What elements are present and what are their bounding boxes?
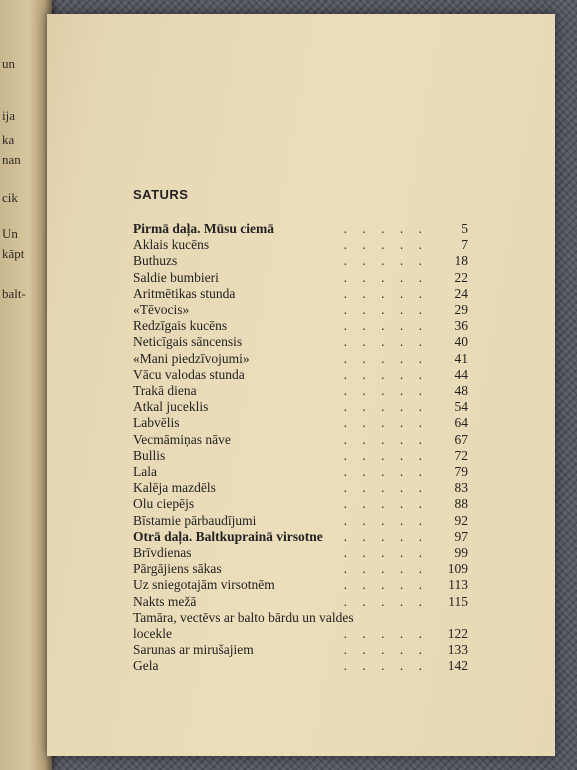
toc-entry bbox=[133, 285, 468, 302]
toc-entry bbox=[133, 641, 468, 658]
toc-entry bbox=[133, 593, 468, 610]
toc-entry-title: Bullis bbox=[133, 447, 166, 463]
toc-entry bbox=[133, 576, 468, 593]
toc-page-number: 24 bbox=[454, 285, 468, 301]
toc-entry-title: Pārgājiens sākas bbox=[133, 561, 222, 577]
left-page-fragment: ka bbox=[2, 132, 15, 147]
toc-leader-dots: . . . . . bbox=[343, 285, 428, 301]
toc-leader-dots: . . . . . bbox=[343, 642, 428, 658]
toc-leader-dots: . . . . . bbox=[343, 269, 428, 285]
left-page-fragment: ija bbox=[2, 108, 15, 123]
toc-leader-dots: . . . . . bbox=[343, 480, 428, 496]
toc-entry-title: Kalēja mazdēls bbox=[133, 480, 216, 496]
toc-page-number: 97 bbox=[454, 528, 468, 544]
toc-page-number: 92 bbox=[454, 512, 468, 528]
toc-entry bbox=[133, 317, 468, 334]
toc-entry bbox=[133, 350, 468, 367]
toc-entry-title: Redzīgais kucēns bbox=[133, 318, 228, 334]
toc-entry bbox=[133, 301, 468, 318]
toc-entry bbox=[133, 366, 468, 383]
toc-entry-title: Aklais kucēns bbox=[133, 237, 210, 253]
toc-leader-dots: . . . . . bbox=[343, 253, 428, 269]
toc-page-number: 79 bbox=[454, 464, 468, 479]
toc-page-number: 7 bbox=[461, 237, 468, 253]
toc-page-number: 113 bbox=[448, 577, 468, 593]
toc-heading: SATURS bbox=[133, 187, 189, 202]
toc-leader-dots: . . . . . bbox=[343, 366, 428, 382]
toc-entry bbox=[133, 431, 468, 448]
toc-page-number: 133 bbox=[447, 642, 468, 658]
left-page-fragment: kāpt bbox=[2, 246, 25, 261]
toc-page-number: 41 bbox=[454, 350, 468, 366]
toc-part-heading bbox=[133, 528, 468, 545]
toc-page-number: 22 bbox=[454, 269, 468, 285]
toc-entry-title: locekle bbox=[133, 626, 172, 641]
toc-entry-title: Buthuzs bbox=[133, 253, 178, 269]
toc-entry-title: «Mani piedzīvojumi» bbox=[133, 350, 250, 366]
toc-leader-dots: . . . . . bbox=[343, 561, 428, 577]
toc-page-number: 115 bbox=[448, 593, 468, 609]
toc-leader-dots: . . . . . bbox=[343, 577, 428, 593]
toc-entry bbox=[133, 269, 468, 286]
toc-entry bbox=[133, 544, 468, 561]
toc-leader-dots: . . . . . bbox=[343, 302, 428, 317]
toc-entry bbox=[133, 236, 468, 253]
toc-leader-dots: . . . . . bbox=[343, 350, 428, 366]
left-page-fragment: un bbox=[2, 56, 15, 71]
toc-page-number: 67 bbox=[454, 431, 468, 447]
toc-entry-title: Brīvdienas bbox=[133, 545, 192, 560]
toc-leader-dots: . . . . . bbox=[343, 464, 428, 479]
toc-entry bbox=[133, 625, 468, 642]
toc-leader-dots: . . . . . bbox=[343, 431, 428, 447]
toc-entry-title: Atkal juceklis bbox=[133, 399, 209, 415]
toc-leader-dots: . . . . . bbox=[343, 545, 428, 560]
toc-entry-title: Olu ciepējs bbox=[133, 496, 195, 512]
toc-entry-title: Vecmāmiņas nāve bbox=[133, 431, 231, 447]
toc-leader-dots: . . . . . bbox=[343, 237, 428, 253]
toc-leader-dots: . . . . . bbox=[343, 447, 428, 463]
left-page-fragment: balt- bbox=[2, 286, 26, 301]
toc-leader-dots: . . . . . bbox=[343, 626, 428, 641]
toc-page-number: 122 bbox=[447, 626, 468, 641]
toc-entry bbox=[133, 333, 468, 350]
toc-entry-title: Nakts mežā bbox=[133, 593, 197, 609]
toc-part-heading bbox=[133, 220, 468, 237]
toc-page-number: 64 bbox=[454, 415, 468, 431]
toc-page-number: 109 bbox=[447, 561, 468, 577]
toc-entry bbox=[133, 479, 468, 496]
toc-page-number: 36 bbox=[454, 318, 468, 334]
toc-page-number: 48 bbox=[454, 383, 468, 398]
toc-entry-title: Vācu valodas stunda bbox=[133, 366, 245, 382]
toc-entry bbox=[133, 560, 468, 577]
left-page-edge bbox=[0, 0, 52, 770]
toc-leader-dots: . . . . . bbox=[343, 512, 428, 528]
toc-page-number: 99 bbox=[454, 545, 468, 560]
toc-leader-dots: . . . . . bbox=[343, 658, 428, 674]
toc-entry-title: Bīstamie pārbaudījumi bbox=[133, 512, 257, 528]
toc-entry bbox=[133, 495, 468, 512]
book-page bbox=[47, 14, 555, 756]
toc-entry bbox=[133, 447, 468, 464]
toc-entry bbox=[133, 657, 468, 674]
toc-entry-title: Pirmā daļa. Mūsu ciemā bbox=[133, 221, 274, 236]
toc-entry-title: Sarunas ar mirušajiem bbox=[133, 642, 254, 658]
toc-entry bbox=[133, 512, 468, 529]
toc-entry bbox=[133, 252, 468, 269]
toc-entry bbox=[133, 414, 468, 431]
toc-leader-dots: . . . . . bbox=[343, 221, 428, 236]
toc-leader-dots: . . . . . bbox=[343, 399, 428, 415]
toc-page-number: 88 bbox=[454, 496, 468, 512]
toc-page-number: 54 bbox=[454, 399, 468, 415]
toc-leader-dots: . . . . . bbox=[343, 496, 428, 512]
toc-page-number: 72 bbox=[454, 447, 468, 463]
toc-page-number: 18 bbox=[454, 253, 468, 269]
toc-leader-dots: . . . . . bbox=[343, 318, 428, 334]
left-page-fragment: nan bbox=[2, 152, 21, 167]
toc-entry-title: Lala bbox=[133, 464, 157, 479]
toc-entry bbox=[133, 382, 468, 399]
left-page-fragment: Un bbox=[2, 226, 18, 241]
toc-entry-title: Otrā daļa. Baltkuprainā virsotne bbox=[133, 528, 323, 544]
toc-leader-dots: . . . . . bbox=[343, 528, 428, 544]
toc-entry-title: Saldie bumbieri bbox=[133, 269, 219, 285]
toc-page-number: 83 bbox=[454, 480, 468, 496]
left-page-fragment: cik bbox=[2, 190, 18, 205]
toc-leader-dots: . . . . . bbox=[343, 415, 428, 431]
toc-entry-title: Tamāra, vectēvs ar balto bārdu un valdes bbox=[133, 609, 354, 625]
toc-page-number: 29 bbox=[454, 302, 468, 317]
toc-page-number: 5 bbox=[461, 221, 468, 236]
toc-entry-title: «Tēvocis» bbox=[133, 302, 190, 317]
toc-entry-title: Labvēlis bbox=[133, 415, 180, 431]
toc-leader-dots: . . . . . bbox=[343, 334, 428, 350]
toc-entry-title: Uz sniegotajām virsotnēm bbox=[133, 577, 275, 593]
toc-leader-dots: . . . . . bbox=[343, 383, 428, 398]
toc-page-number: 40 bbox=[454, 334, 468, 350]
toc-entry bbox=[133, 463, 468, 480]
toc-entry-title: Gela bbox=[133, 658, 159, 674]
toc-entry bbox=[133, 398, 468, 415]
toc-entry bbox=[133, 609, 468, 626]
toc-entry-title: Neticīgais sāncensis bbox=[133, 334, 243, 350]
toc-entry-title: Aritmētikas stunda bbox=[133, 285, 236, 301]
toc-page-number: 44 bbox=[454, 366, 468, 382]
toc-entry-title: Trakā diena bbox=[133, 383, 197, 398]
toc-leader-dots: . . . . . bbox=[343, 593, 428, 609]
toc-page-number: 142 bbox=[447, 658, 468, 674]
